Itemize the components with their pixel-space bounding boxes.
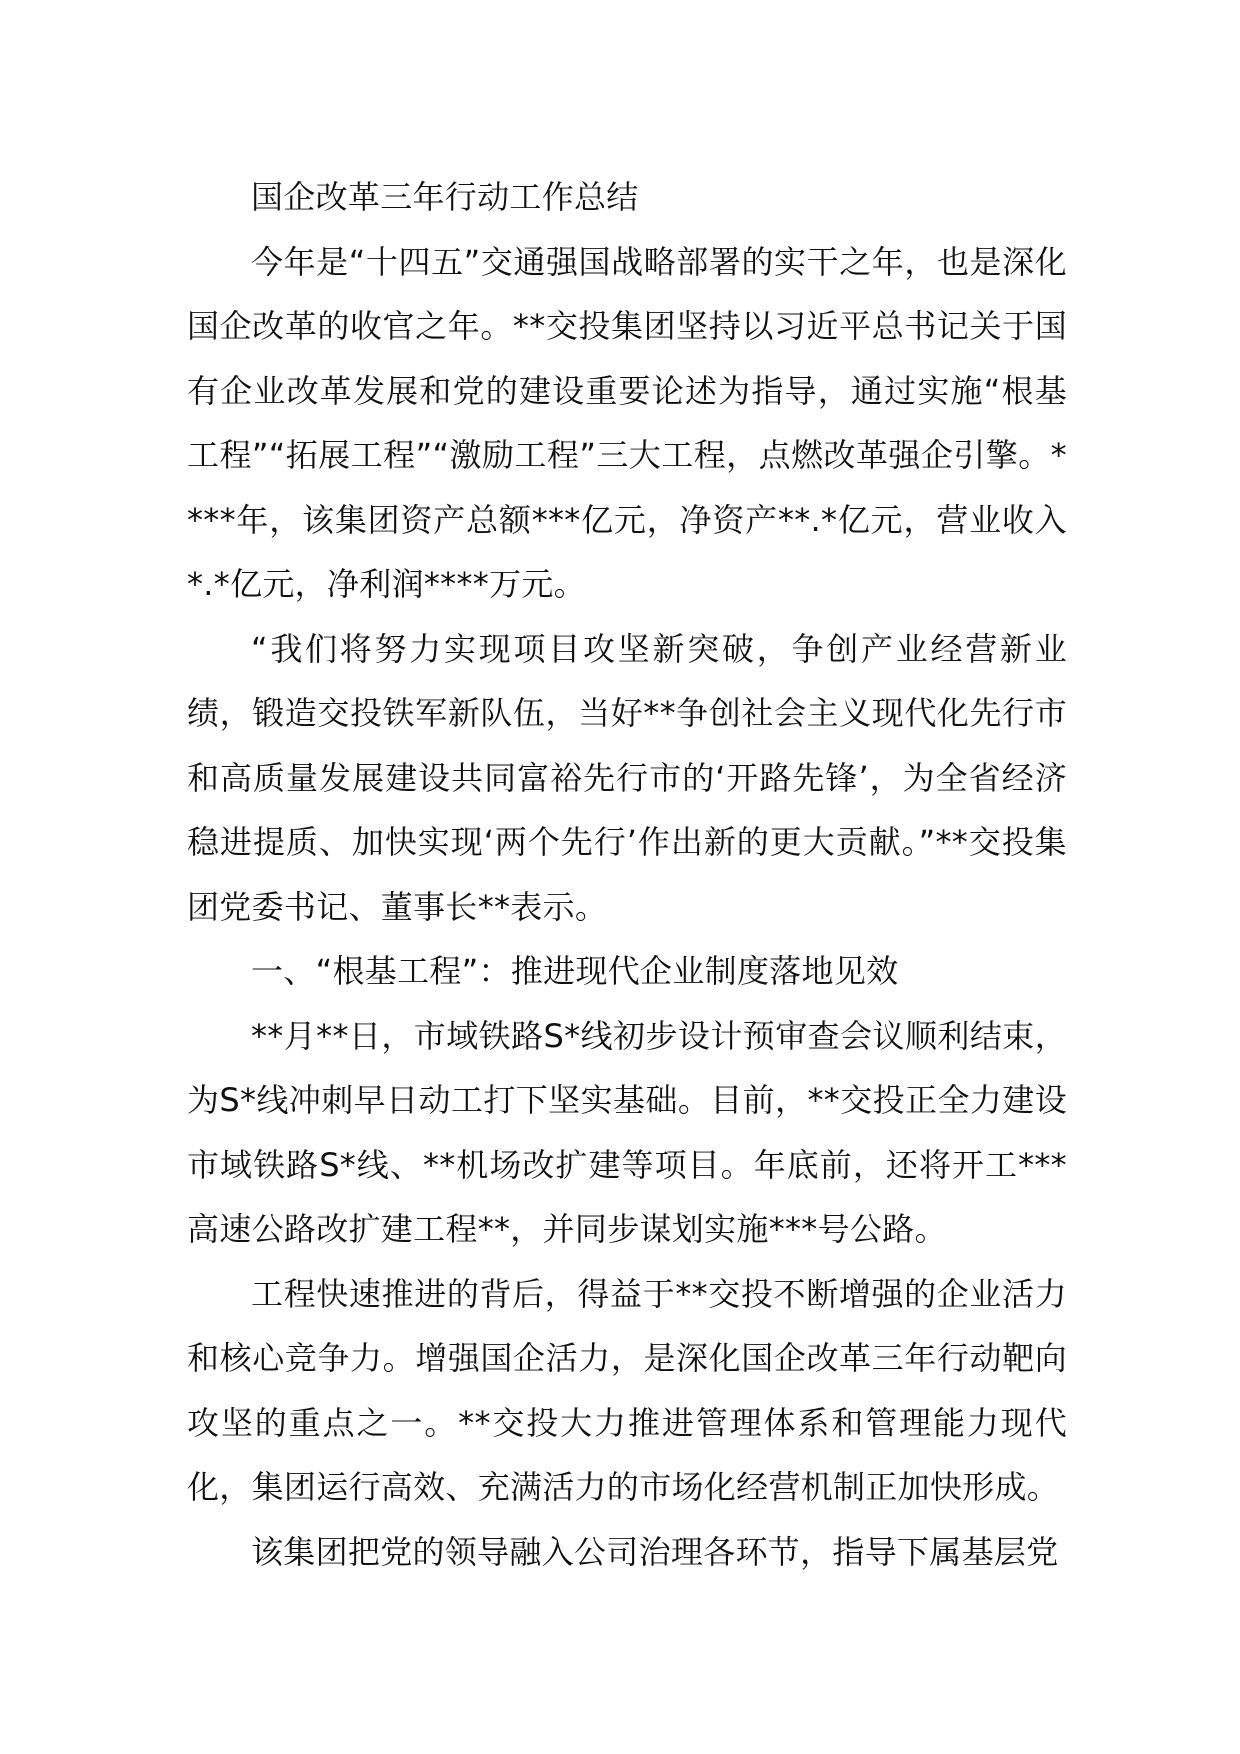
document-title: 国企改革三年行动工作总结 [251, 178, 639, 216]
paragraph-governance: 该集团把党的领导融入公司治理各环节，指导下属基层党 [251, 1532, 1059, 1571]
paragraph-quote: “我们将努力实现项目攻坚新突破，争创产业经营新业绩，锻造交投铁军新队伍，当好**争创社会主义现代化先行市和高质量发展建设共同富裕先行市的‘开路先锋’，为全省经济稳进提质、加快实现‘两个先行’作出新的更大贡献。”**交投集团党委书记、董事长**表示。 [187, 629, 1067, 926]
paragraph-intro: 今年是“十四五”交通强国战略部署的实干之年，也是深化国企改革的收官之年。**交投集团坚持以习近平总书记关于国有企业改革发展和党的建设重要论述为指导，通过实施“根基工程”“拓展工程”“激励工程”三大工程，点燃改革强企引擎。****年，该集团资产总额***亿元，净资产**.*亿元，营业收入*.*亿元，净利润****万元。 [187, 242, 1067, 603]
section-heading-1: 一、“根基工程”：推进现代企业制度落地见效 [251, 952, 899, 990]
paragraph-vitality: 工程快速推进的背后，得益于**交投不断增强的企业活力和核心竞争力。增强国企活力，是深化国企改革三年行动靶向攻坚的重点之一。**交投大力推进管理体系和管理能力现代化，集团运行高效、充满活力的市场化经营机制正加快形成。 [187, 1274, 1067, 1506]
paragraph-projects: **月**日，市域铁路S*线初步设计预审查会议顺利结束，为S*线冲刺早日动工打下坚实基础。目前，**交投正全力建设市域铁路S*线、**机场改扩建等项目。年底前，还将开工***高速公路改扩建工程**，并同步谋划实施***号公路。 [187, 1016, 1067, 1248]
document-body [187, 165, 1067, 1584]
